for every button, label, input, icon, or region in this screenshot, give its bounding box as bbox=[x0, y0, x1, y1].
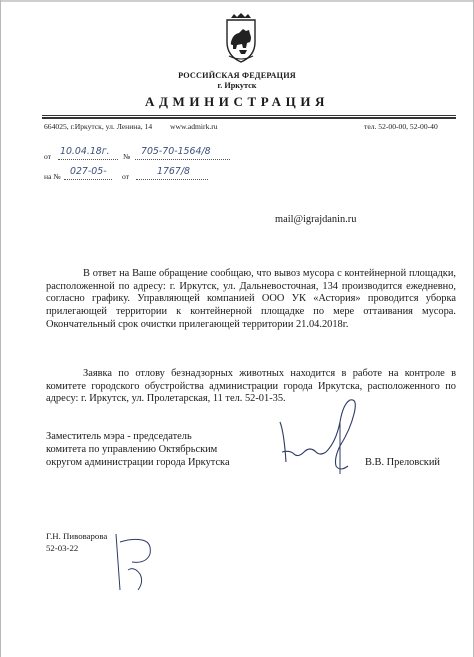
reference-number: 027-05- bbox=[70, 166, 107, 177]
reference-from-label: от bbox=[122, 172, 130, 181]
federation-title: РОССИЙСКАЯ ФЕДЕРАЦИЯ bbox=[178, 71, 296, 80]
signatory-line-1: Заместитель мэра - председатель bbox=[46, 431, 192, 442]
postal-address: 664025, г.Иркутск, ул. Ленина, 14 bbox=[44, 122, 153, 131]
handwritten-signature bbox=[270, 392, 370, 482]
from-label: от bbox=[44, 152, 52, 161]
signatory-name: В.В. Преловский bbox=[365, 457, 440, 468]
reference-date-line bbox=[136, 179, 208, 180]
outgoing-number: 705-70-1564/8 bbox=[141, 146, 211, 157]
reference-label: на № bbox=[44, 172, 61, 181]
header-rule-top bbox=[42, 115, 456, 116]
outgoing-date: 10.04.18г. bbox=[60, 146, 110, 157]
city-title: г. Иркутск bbox=[217, 81, 257, 90]
reference-number-line bbox=[64, 179, 112, 180]
phone-numbers: тел. 52-00-00, 52-00-40 bbox=[364, 122, 438, 131]
reference-date: 1767/8 bbox=[157, 166, 190, 177]
coat-of-arms-emblem bbox=[221, 12, 261, 64]
organization-title: АДМИНИСТРАЦИЯ bbox=[144, 94, 330, 109]
body-paragraph-1: В ответ на Ваше обращение сообщаю, что вывоз мусора с контейнерной площадки, расположенной по адресу: г. Иркутск, ул. Дальневосточная, 134 производится ежедневно, согласно графику. Управляющей компанией ООО УК «Астория» проводится уборка прилегающей территории к контейнерной площадке по мере оттаивания мусора. Окончательный срок очистки прилегающей территории 21.04.2018г. bbox=[46, 268, 456, 330]
recipient-email: mail@igrajdanin.ru bbox=[275, 214, 357, 225]
executor-name: Г.Н. Пивоварова bbox=[46, 531, 108, 541]
executor-phone: 52-03-22 bbox=[46, 543, 79, 553]
outgoing-date-line bbox=[58, 159, 118, 160]
executor-block bbox=[46, 530, 107, 554]
signatory-position bbox=[46, 430, 276, 469]
scan-edge-top bbox=[0, 0, 474, 2]
body-paragraph-2: Заявка по отлову безнадзорных животных находится в работе на контроле в комитете городского обустройства администрации города Иркутска, расположенного по адресу: г. Иркутск, ул. Пролетарская, 11 тел. 52-01-35. bbox=[46, 368, 456, 405]
website: www.admirk.ru bbox=[170, 122, 218, 131]
executor-initials bbox=[102, 530, 162, 598]
signatory-line-3: округом администрации города Иркутска bbox=[46, 457, 230, 468]
signatory-line-2: комитета по управлению Октябрьским bbox=[46, 444, 218, 455]
outgoing-number-line bbox=[135, 159, 230, 160]
number-label: № bbox=[123, 152, 131, 161]
contact-line bbox=[44, 121, 454, 133]
header-rule-bottom bbox=[42, 117, 456, 119]
